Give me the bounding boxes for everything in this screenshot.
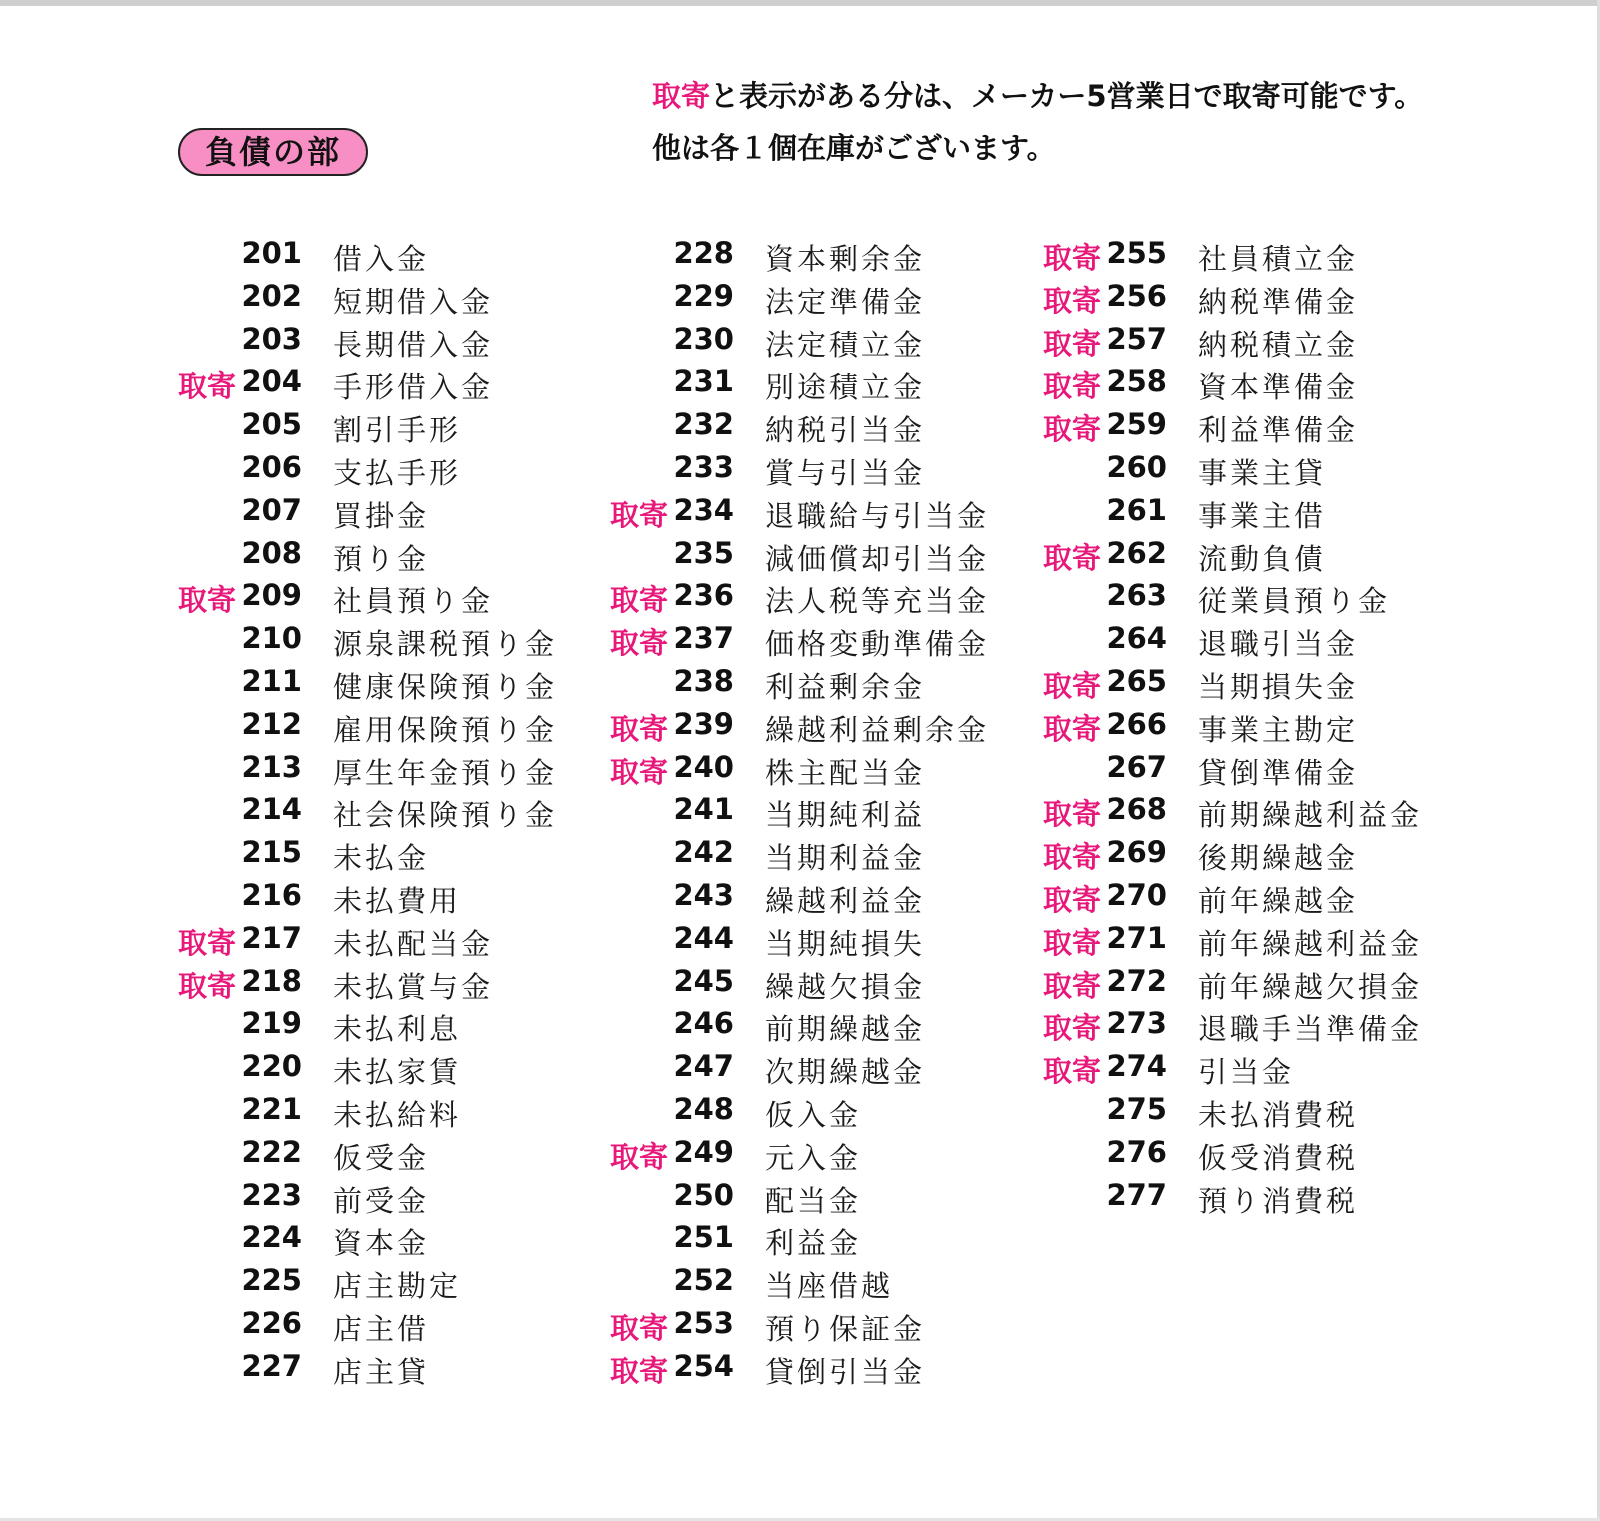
account-name: 預り消費税	[1198, 1183, 1359, 1218]
account-code: 218	[241, 963, 302, 998]
account-name: 店主貸	[333, 1354, 430, 1389]
account-row	[178, 1261, 598, 1304]
account-row	[178, 362, 598, 405]
account-code: 248	[673, 1091, 734, 1126]
account-code: 214	[241, 792, 302, 827]
account-code: 270	[1106, 877, 1167, 912]
account-name: 短期借入金	[333, 284, 494, 319]
account-row	[610, 405, 1030, 448]
account-row	[1043, 833, 1463, 876]
account-name: 未払給料	[333, 1097, 462, 1132]
account-name: 繰越利益剰余金	[765, 712, 990, 747]
account-row	[610, 1133, 1030, 1176]
account-row	[610, 1176, 1030, 1219]
account-name: 引当金	[1198, 1055, 1295, 1090]
order-tag: 取寄	[610, 497, 669, 532]
account-code: 258	[1106, 364, 1167, 399]
account-row	[1043, 705, 1463, 748]
account-code: 255	[1106, 236, 1167, 270]
account-code: 267	[1106, 749, 1167, 784]
account-code: 262	[1106, 535, 1167, 570]
order-tag: 取寄	[1043, 968, 1102, 1003]
account-row	[1043, 962, 1463, 1005]
account-row	[610, 320, 1030, 363]
account-code: 245	[673, 963, 734, 998]
account-column-2	[610, 234, 1030, 1390]
account-row	[1043, 919, 1463, 962]
order-tag: 取寄	[178, 583, 237, 618]
account-row	[610, 491, 1030, 534]
order-tag: 取寄	[610, 754, 669, 789]
account-code: 230	[673, 321, 734, 356]
account-code: 205	[241, 407, 302, 442]
account-name: 源泉課税預り金	[333, 627, 558, 662]
account-row	[610, 662, 1030, 705]
account-name: 資本準備金	[1198, 370, 1359, 405]
account-name: 社会保険預り金	[333, 798, 558, 833]
account-row	[610, 919, 1030, 962]
order-tag: 取寄	[1043, 925, 1102, 960]
notice-highlight: 取寄	[652, 79, 711, 113]
account-name: 元入金	[765, 1140, 862, 1175]
account-name: 法人税等充当金	[765, 584, 990, 619]
account-name: 雇用保険預り金	[333, 712, 558, 747]
account-row	[1043, 1004, 1463, 1047]
account-row	[610, 1347, 1030, 1390]
account-code: 243	[673, 877, 734, 912]
account-row	[178, 277, 598, 320]
account-name: 前年繰越欠損金	[1198, 969, 1423, 1004]
account-name: 未払利息	[333, 1012, 462, 1047]
account-name: 当期純利益	[765, 798, 926, 833]
account-code: 241	[673, 792, 734, 827]
account-row	[178, 1347, 598, 1390]
order-tag: 取寄	[610, 626, 669, 661]
account-name: 利益剰余金	[765, 669, 926, 704]
account-row	[610, 277, 1030, 320]
account-row	[178, 833, 598, 876]
account-column-3	[1043, 234, 1463, 1218]
account-code: 232	[673, 407, 734, 442]
account-name: 未払金	[333, 841, 430, 876]
account-code: 203	[241, 321, 302, 356]
account-row	[610, 1004, 1030, 1047]
account-code: 207	[241, 492, 302, 527]
account-code: 223	[241, 1177, 302, 1212]
account-row	[610, 1261, 1030, 1304]
account-row	[610, 1047, 1030, 1090]
account-row	[178, 1176, 598, 1219]
account-name: 社員預り金	[333, 584, 494, 619]
order-tag: 取寄	[1043, 711, 1102, 746]
account-code: 236	[673, 578, 734, 613]
notice-line-1	[652, 74, 1423, 115]
account-name: 納税積立金	[1198, 327, 1359, 362]
notice-line-2: 他は各１個在庫がございます。	[652, 131, 1056, 165]
account-row	[178, 1133, 598, 1176]
account-code: 212	[241, 706, 302, 741]
account-name: 次期繰越金	[765, 1055, 926, 1090]
account-name: 別途積立金	[765, 370, 926, 405]
account-code: 253	[673, 1305, 734, 1340]
account-row	[610, 576, 1030, 619]
account-code: 240	[673, 749, 734, 784]
account-code: 242	[673, 835, 734, 870]
account-row	[1043, 534, 1463, 577]
account-code: 202	[241, 278, 302, 313]
account-row	[178, 705, 598, 748]
account-code: 239	[673, 706, 734, 741]
account-code: 217	[241, 920, 302, 955]
account-code: 221	[241, 1091, 302, 1126]
order-tag: 取寄	[610, 711, 669, 746]
account-name: 店主借	[333, 1311, 430, 1346]
account-name: 前年繰越利益金	[1198, 926, 1423, 961]
account-row	[1043, 576, 1463, 619]
account-code: 229	[673, 278, 734, 313]
order-tag: 取寄	[1043, 540, 1102, 575]
account-name: 貸倒引当金	[765, 1354, 926, 1389]
account-code: 237	[673, 621, 734, 656]
account-name: 厚生年金預り金	[333, 755, 558, 790]
account-name: 配当金	[765, 1183, 862, 1218]
account-code: 259	[1106, 407, 1167, 442]
order-tag: 取寄	[1043, 283, 1102, 318]
account-row	[178, 919, 598, 962]
account-row	[178, 1218, 598, 1261]
account-name: 株主配当金	[765, 755, 926, 790]
account-row	[178, 1047, 598, 1090]
account-code: 220	[241, 1049, 302, 1084]
account-row	[178, 790, 598, 833]
account-name: 買掛金	[333, 498, 430, 533]
account-name: 預り保証金	[765, 1311, 926, 1346]
account-code: 219	[241, 1006, 302, 1041]
account-row	[178, 1090, 598, 1133]
account-name: 店主勘定	[333, 1269, 462, 1304]
account-row	[610, 1218, 1030, 1261]
account-name: 長期借入金	[333, 327, 494, 362]
account-name: 流動負債	[1198, 541, 1327, 576]
account-code: 251	[673, 1220, 734, 1255]
account-code: 211	[241, 663, 302, 698]
account-name: 利益準備金	[1198, 413, 1359, 448]
account-code: 222	[241, 1134, 302, 1169]
account-name: 社員積立金	[1198, 242, 1359, 276]
account-name: 繰越利益金	[765, 883, 926, 918]
account-row	[610, 833, 1030, 876]
order-tag: 取寄	[1043, 1054, 1102, 1089]
account-row	[178, 448, 598, 491]
account-code: 250	[673, 1177, 734, 1212]
account-code: 268	[1106, 792, 1167, 827]
account-row	[1043, 448, 1463, 491]
account-code: 208	[241, 535, 302, 570]
account-code: 247	[673, 1049, 734, 1084]
order-tag: 取寄	[1043, 326, 1102, 361]
account-code: 224	[241, 1220, 302, 1255]
account-name: 前受金	[333, 1183, 430, 1218]
account-row	[1043, 876, 1463, 919]
order-tag: 取寄	[1043, 369, 1102, 404]
order-tag: 取寄	[1043, 241, 1102, 275]
account-code: 276	[1106, 1134, 1167, 1169]
account-code: 244	[673, 920, 734, 955]
account-name: 減価償却引当金	[765, 541, 990, 576]
account-code: 234	[673, 492, 734, 527]
account-name: 前年繰越金	[1198, 883, 1359, 918]
account-code: 263	[1106, 578, 1167, 613]
account-name: 賞与引当金	[765, 455, 926, 490]
account-name: 前期繰越金	[765, 1012, 926, 1047]
account-code: 272	[1106, 963, 1167, 998]
account-name: 当期損失金	[1198, 669, 1359, 704]
account-row	[1043, 1090, 1463, 1133]
account-code: 274	[1106, 1049, 1167, 1084]
account-code: 238	[673, 663, 734, 698]
account-row	[1043, 662, 1463, 705]
order-tag: 取寄	[1043, 1011, 1102, 1046]
top-border	[0, 0, 1600, 6]
account-name: 当期純損失	[765, 926, 926, 961]
account-code: 209	[241, 578, 302, 613]
account-code: 277	[1106, 1177, 1167, 1212]
account-row	[1043, 491, 1463, 534]
account-row	[610, 448, 1030, 491]
account-code: 257	[1106, 321, 1167, 356]
account-row	[610, 234, 1030, 277]
order-tag: 取寄	[610, 1310, 669, 1345]
account-name: 未払消費税	[1198, 1097, 1359, 1132]
account-code: 210	[241, 621, 302, 656]
account-name: 支払手形	[333, 455, 462, 490]
account-code: 246	[673, 1006, 734, 1041]
account-name: 事業主勘定	[1198, 712, 1359, 747]
account-code: 215	[241, 835, 302, 870]
account-code: 249	[673, 1134, 734, 1169]
account-row	[1043, 405, 1463, 448]
account-code: 266	[1106, 706, 1167, 741]
account-code: 228	[673, 236, 734, 270]
account-code: 265	[1106, 663, 1167, 698]
account-row	[1043, 1133, 1463, 1176]
account-row	[178, 320, 598, 363]
account-row	[178, 962, 598, 1005]
account-name: 退職給与引当金	[765, 498, 990, 533]
account-code: 231	[673, 364, 734, 399]
account-code: 233	[673, 449, 734, 484]
account-row	[178, 491, 598, 534]
account-row	[1043, 748, 1463, 791]
account-name: 事業主貸	[1198, 455, 1327, 490]
account-row	[610, 1090, 1030, 1133]
account-row	[178, 534, 598, 577]
account-name: 借入金	[333, 242, 430, 276]
account-code: 213	[241, 749, 302, 784]
account-name: 繰越欠損金	[765, 969, 926, 1004]
account-name: 未払賞与金	[333, 969, 494, 1004]
account-row	[610, 748, 1030, 791]
account-row	[1043, 1176, 1463, 1219]
section-title-pill: 負債の部	[178, 128, 368, 176]
account-row	[178, 748, 598, 791]
account-name: 納税引当金	[765, 413, 926, 448]
account-row	[178, 876, 598, 919]
order-tag: 取寄	[1043, 412, 1102, 447]
account-name: 貸倒準備金	[1198, 755, 1359, 790]
account-code: 261	[1106, 492, 1167, 527]
account-name: 事業主借	[1198, 498, 1327, 533]
order-tag: 取寄	[610, 1139, 669, 1174]
account-row	[1043, 1047, 1463, 1090]
order-tag: 取寄	[1043, 840, 1102, 875]
account-code: 254	[673, 1348, 734, 1383]
account-row	[610, 962, 1030, 1005]
order-tag: 取寄	[610, 583, 669, 618]
account-row	[178, 1304, 598, 1347]
account-row	[1043, 234, 1463, 277]
account-code: 226	[241, 1305, 302, 1340]
account-name: 未払配当金	[333, 926, 494, 961]
account-name: 資本剰余金	[765, 242, 926, 276]
account-code: 235	[673, 535, 734, 570]
account-row	[610, 1304, 1030, 1347]
account-name: 納税準備金	[1198, 284, 1359, 319]
account-name: 未払費用	[333, 883, 462, 918]
account-row	[610, 362, 1030, 405]
account-name: 手形借入金	[333, 370, 494, 405]
account-name: 未払家賃	[333, 1055, 462, 1090]
account-code: 204	[241, 364, 302, 399]
account-name: 法定準備金	[765, 284, 926, 319]
account-name: 健康保険預り金	[333, 669, 558, 704]
account-name: 従業員預り金	[1198, 584, 1391, 619]
account-name: 預り金	[333, 541, 430, 576]
account-name: 仮入金	[765, 1097, 862, 1132]
account-row	[178, 234, 598, 277]
order-tag: 取寄	[178, 968, 237, 1003]
account-row	[610, 534, 1030, 577]
account-row	[610, 705, 1030, 748]
account-name: 当期利益金	[765, 841, 926, 876]
account-row	[178, 576, 598, 619]
account-name: 前期繰越利益金	[1198, 798, 1423, 833]
account-code: 260	[1106, 449, 1167, 484]
account-code: 252	[673, 1263, 734, 1298]
account-row	[1043, 619, 1463, 662]
account-code: 225	[241, 1263, 302, 1298]
account-code: 264	[1106, 621, 1167, 656]
account-code: 227	[241, 1348, 302, 1383]
account-name: 当座借越	[765, 1269, 894, 1304]
account-row	[178, 619, 598, 662]
notice-line-1-text: と表示がある分は、メーカー5営業日で取寄可能です。	[710, 79, 1424, 113]
account-name: 退職引当金	[1198, 627, 1359, 662]
order-tag: 取寄	[1043, 797, 1102, 832]
account-code: 206	[241, 449, 302, 484]
account-code: 256	[1106, 278, 1167, 313]
account-name: 割引手形	[333, 413, 462, 448]
account-code: 216	[241, 877, 302, 912]
account-row	[178, 1004, 598, 1047]
account-row	[610, 790, 1030, 833]
order-tag: 取寄	[178, 369, 237, 404]
order-tag: 取寄	[610, 1353, 669, 1388]
account-code: 275	[1106, 1091, 1167, 1126]
account-name: 退職手当準備金	[1198, 1012, 1423, 1047]
account-name: 後期繰越金	[1198, 841, 1359, 876]
account-row	[1043, 277, 1463, 320]
account-code: 273	[1106, 1006, 1167, 1041]
order-tag: 取寄	[1043, 882, 1102, 917]
account-row	[1043, 790, 1463, 833]
account-name: 価格変動準備金	[765, 627, 990, 662]
account-row	[1043, 362, 1463, 405]
account-name: 資本金	[333, 1226, 430, 1261]
account-row	[610, 876, 1030, 919]
account-row	[178, 405, 598, 448]
account-name: 法定積立金	[765, 327, 926, 362]
account-name: 仮受金	[333, 1140, 430, 1175]
account-column-1	[178, 234, 598, 1390]
account-code: 201	[241, 236, 302, 270]
account-name: 仮受消費税	[1198, 1140, 1359, 1175]
account-code: 269	[1106, 835, 1167, 870]
account-row	[178, 662, 598, 705]
order-tag: 取寄	[1043, 668, 1102, 703]
account-name: 利益金	[765, 1226, 862, 1261]
order-tag: 取寄	[178, 925, 237, 960]
account-code: 271	[1106, 920, 1167, 955]
account-row	[1043, 320, 1463, 363]
account-row	[610, 619, 1030, 662]
